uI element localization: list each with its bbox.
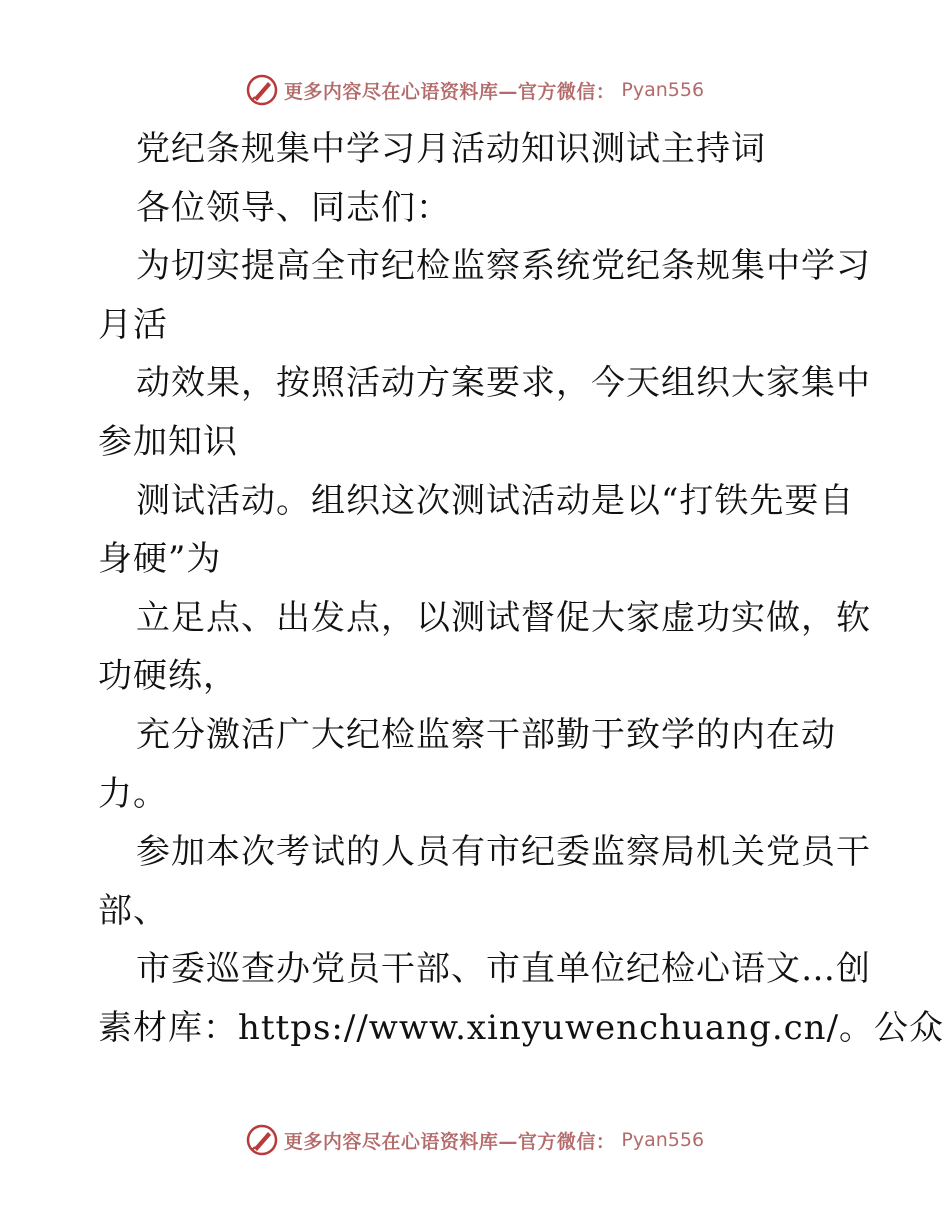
paragraph-line: 充分激活广大纪检监察干部勤于致学的内在动 [136,714,836,755]
header-watermark-banner [0,70,950,110]
paragraph-line: 市委巡查办党员干部、市直单位纪检心语文…创 [136,949,871,990]
paragraph-line: 参加本次考试的人员有市纪委监察局机关党员干 [136,832,871,873]
wechat-id: Pyan556 [621,79,705,101]
document-body [98,120,945,1058]
paragraph-line: 测试活动。组织这次测试活动是以“打铁先要自 [136,480,855,521]
paragraph-line: 力。 [98,773,168,814]
salutation: 各位领导、同志们： [136,187,451,228]
banner-text: 更多内容尽在心语资料库—官方微信： [283,80,616,103]
paragraph-line: 立足点、出发点，以测试督促大家虚功实做，软 [136,597,871,638]
paragraph-line: 功硬练， [98,656,238,697]
banner-text: 更多内容尽在心语资料库—官方微信： [283,1130,616,1153]
paragraph-line: 部、 [98,890,168,931]
paragraph-line: 身硬”为 [98,539,222,580]
footer-watermark-banner [0,1120,950,1160]
quill-pen-logo-icon [246,74,278,106]
quill-pen-logo-icon [246,1124,278,1156]
paragraph-line: 为切实提高全市纪检监察系统党纪条规集中学习 [136,246,871,287]
document-title: 党纪条规集中学习月活动知识测试主持词 [136,129,766,169]
paragraph-line: 素材库：https://www.xinyuwenchuang.cn/。公众 [98,1007,945,1048]
wechat-id: Pyan556 [621,1129,705,1151]
paragraph-line: 月活 [98,304,168,345]
paragraph-line: 参加知识 [98,421,238,462]
paragraph-line: 动效果，按照活动方案要求，今天组织大家集中 [136,363,871,404]
